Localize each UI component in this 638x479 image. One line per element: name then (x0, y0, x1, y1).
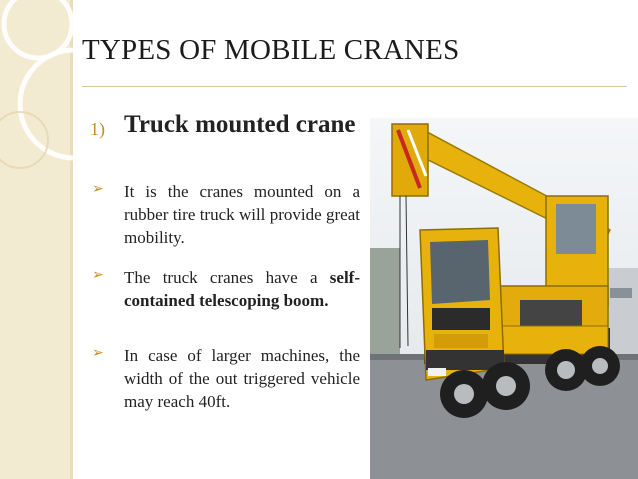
decorative-circles-icon (0, 0, 130, 200)
bullet-2-text: The truck cranes have a (124, 268, 330, 287)
bullet-2-bold-text: self-contained telescoping boom. (124, 268, 360, 310)
arrow-bullet-icon: ➢ (92, 182, 104, 197)
arrow-bullet-icon: ➢ (92, 346, 104, 361)
bullet-3-text: In case of larger machines, the width of the out triggered vehicle may reach 40ft. (124, 346, 360, 411)
arrow-bullet-icon: ➢ (92, 268, 104, 283)
slide-title: TYPES OF MOBILE CRANES (82, 34, 460, 66)
section-heading: Truck mounted crane (124, 111, 356, 138)
title-divider (82, 86, 627, 87)
bullet-1-text: It is the cranes mounted on a rubber tire truck will provide great mobility. (124, 182, 360, 247)
section-number: 1) (90, 119, 105, 139)
bullet-item-3 (124, 344, 360, 413)
truck-crane-photo (370, 118, 638, 479)
bullet-item-1 (124, 180, 360, 249)
bullet-item-2 (124, 266, 360, 312)
